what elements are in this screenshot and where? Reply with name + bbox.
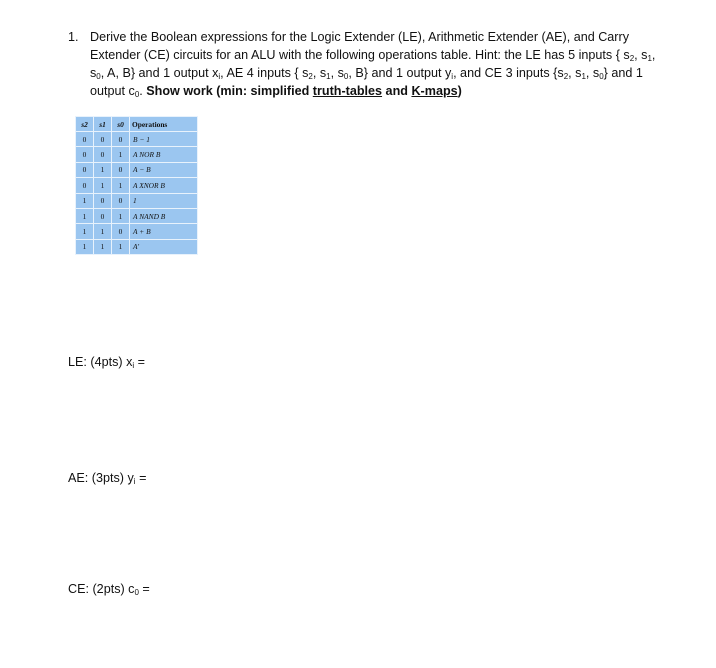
select-bit-cell: 1 [112, 178, 130, 193]
show-work-instruction: Show work (min: simplified truth-tables and K-maps) [146, 84, 462, 98]
select-bit-cell: 0 [112, 193, 130, 208]
select-bit-cell: 1 [94, 239, 112, 254]
select-bit-cell: 0 [94, 132, 112, 147]
le-answer-line: LE: (4pts) $x_i$ = [68, 355, 146, 370]
table-row [76, 162, 198, 177]
table-row [76, 224, 198, 239]
operation-cell: B − 1 [130, 132, 198, 147]
select-bit-cell: 1 [112, 147, 130, 162]
table-header-row [76, 117, 198, 132]
alu-operations-table [75, 116, 198, 255]
ae-answer-line: AE: (3pts) $y_i$ = [68, 471, 147, 486]
ce-answer-line: CE: (2pts) $c_0$ = [68, 582, 150, 597]
select-bit-cell: 0 [112, 132, 130, 147]
operation-cell: A − B [130, 162, 198, 177]
select-bit-cell: 0 [112, 224, 130, 239]
table-row [76, 178, 198, 193]
header-s2: s2 [76, 117, 94, 132]
question-number: 1. [68, 30, 79, 44]
table-row [76, 193, 198, 208]
select-bit-cell: 1 [76, 224, 94, 239]
header-s1: s1 [94, 117, 112, 132]
table-body [76, 132, 198, 255]
select-bit-cell: 1 [94, 162, 112, 177]
select-bit-cell: 1 [94, 178, 112, 193]
select-bit-cell: 0 [94, 193, 112, 208]
select-bit-cell: 1 [94, 224, 112, 239]
select-bit-cell: 1 [76, 208, 94, 223]
select-bit-cell: 0 [76, 162, 94, 177]
operation-cell: A XNOR B [130, 178, 198, 193]
operation-cell: A NOR B [130, 147, 198, 162]
select-bit-cell: 1 [112, 208, 130, 223]
table-row [76, 239, 198, 254]
operation-cell: A' [130, 239, 198, 254]
table-row [76, 147, 198, 162]
question-text: Derive the Boolean expressions for the Logic Extender (LE), Arithmetic Extender (AE), and Carry Extender (CE) circuits for an ALU with the following operations table. Hint: the LE has 5 inputs { $s_2$, $s_1$, $s_0$, A, B} and 1 output $x_i$, AE 4 inputs { $s_2$, $s_1$, $s_0$, B} and 1 output $y_i$, and CE 3 inputs {$s_2$, $s_1$, $s_0$} and 1 output $c_0$. Show work (min: simplified truth-tables and K-maps) [90, 30, 656, 99]
operation-cell: A + B [130, 224, 198, 239]
select-bit-cell: 0 [94, 147, 112, 162]
select-bit-cell: 1 [76, 239, 94, 254]
question-1 [68, 28, 668, 100]
select-bit-cell: 1 [112, 239, 130, 254]
operation-cell: 1 [130, 193, 198, 208]
table-row [76, 208, 198, 223]
table-row [76, 132, 198, 147]
header-s0: s0 [112, 117, 130, 132]
select-bit-cell: 0 [76, 132, 94, 147]
select-bit-cell: 0 [112, 162, 130, 177]
select-bit-cell: 0 [94, 208, 112, 223]
select-bit-cell: 0 [76, 178, 94, 193]
select-bit-cell: 1 [76, 193, 94, 208]
header-operations: Operations [130, 117, 198, 132]
operation-cell: A NAND B [130, 208, 198, 223]
select-bit-cell: 0 [76, 147, 94, 162]
